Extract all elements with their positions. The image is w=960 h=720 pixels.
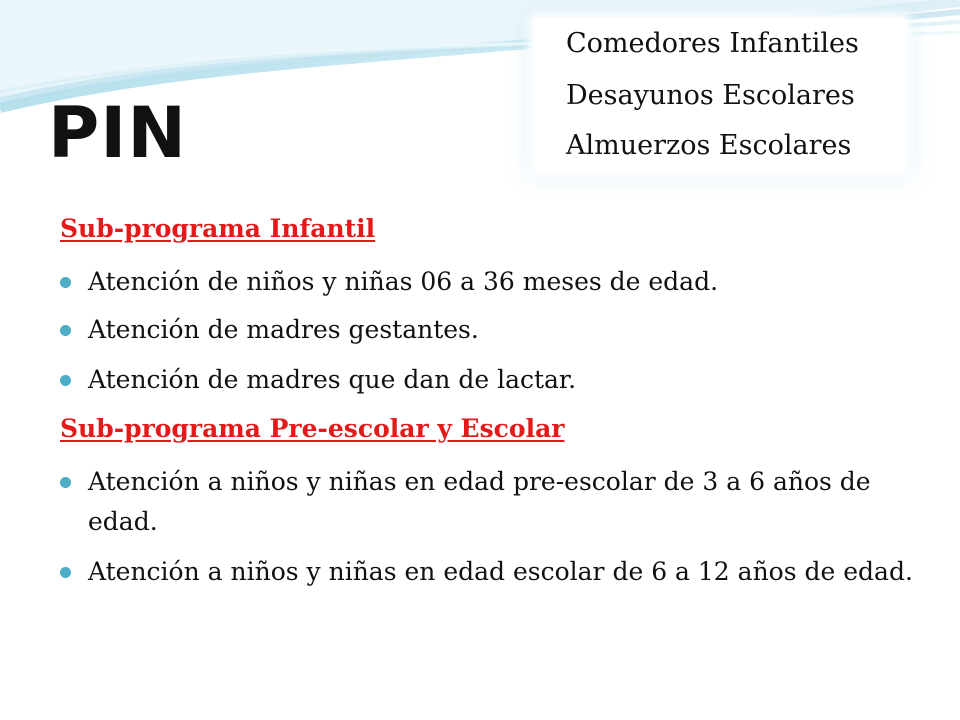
bullet-item — [60, 552, 920, 632]
slide-title: PIN — [48, 92, 187, 174]
bullet-dot-icon — [60, 567, 71, 578]
bullet-dot-icon — [60, 375, 71, 386]
bullet-text: Atención de madres que dan de lactar. — [88, 365, 577, 394]
bullet-text: Atención de niños y niñas 06 a 36 meses de edad. — [88, 267, 719, 296]
bullet-item — [60, 310, 920, 350]
section-heading-preescolar-escolar: Sub-programa Pre-escolar y Escolar — [60, 414, 565, 443]
bullet-item — [60, 262, 920, 302]
bullet-dot-icon — [60, 477, 71, 488]
callout-item: Comedores Infantiles — [566, 28, 859, 59]
callout-item: Desayunos Escolares — [566, 80, 855, 111]
bullet-dot-icon — [60, 325, 71, 336]
bullet-text: Atención a niños y niñas en edad escolar de 6 a 12 años de edad. — [88, 557, 913, 586]
section-heading-infantil: Sub-programa Infantil — [60, 214, 376, 243]
bullet-text: Atención de madres gestantes. — [88, 315, 479, 344]
bullet-text: Atención a niños y niñas en edad pre-escolar de 3 a 6 años de edad. — [88, 467, 871, 536]
callout-item: Almuerzos Escolares — [566, 130, 852, 161]
bullet-item — [60, 462, 920, 542]
bullet-item — [60, 360, 920, 400]
bullet-dot-icon — [60, 277, 71, 288]
